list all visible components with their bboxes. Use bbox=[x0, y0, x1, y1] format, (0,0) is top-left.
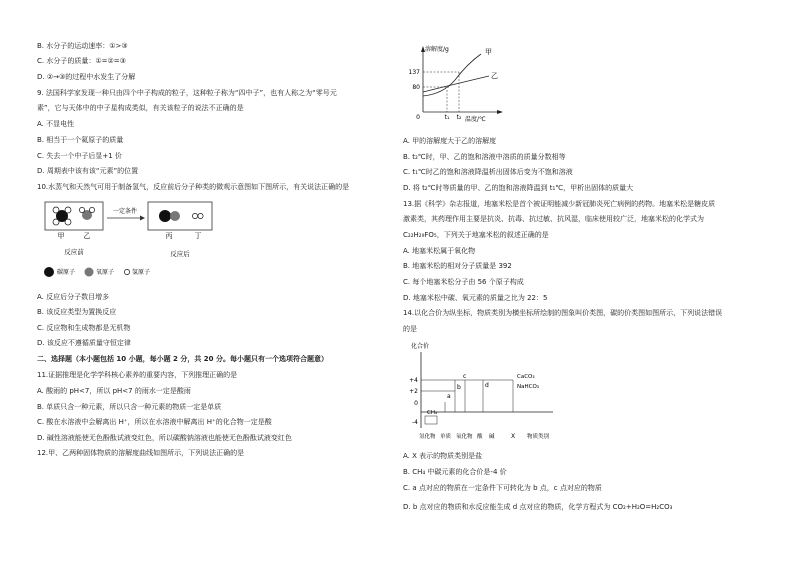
q14-option-a: A. X 表示的物质类别是盐 bbox=[403, 452, 483, 460]
q12-stem: 12.甲、乙两种固体物质的溶解度曲线如图所示，下列说法正确的是 bbox=[37, 449, 245, 457]
hydrogen-atom bbox=[89, 207, 94, 212]
q13-option-c: C. 每个地塞米松分子由 56 个原子构成 bbox=[403, 278, 524, 286]
q10-option-a: A. 反应后分子数目增多 bbox=[37, 293, 110, 301]
q13-option-d: D. 地塞米松中碳、氧元素的质量之比为 22：5 bbox=[403, 294, 548, 302]
x-cat-base: 碱 bbox=[489, 434, 495, 440]
q8-option-d: D. ②→③的过程中水发生了分解 bbox=[37, 73, 136, 81]
ch4-label: CH₄ bbox=[427, 410, 438, 416]
y-tick-137: 137 bbox=[408, 69, 420, 76]
point-a: a bbox=[447, 393, 451, 400]
x-cat-hydride: 氢化物 bbox=[419, 434, 436, 440]
q14-option-c: C. a 点对应的物质在一定条件下可转化为 b 点，c 点对应的物质 bbox=[403, 484, 602, 492]
series-label-yi: 乙 bbox=[491, 72, 498, 80]
section-two-heading: 二、选择题（本小题包括 10 小题，每小题 2 分，共 20 分。每小题只有一个选项符合题意） bbox=[37, 355, 328, 363]
q13-option-b: B. 地塞米松的相对分子质量是 392 bbox=[403, 262, 512, 270]
q13-stem-line1: 13.据《科学》杂志报道，地塞米松是首个被证明能减少新冠肺炎死亡病例的药物。地塞米松是糖皮质 bbox=[403, 200, 716, 208]
valence-y-label-text: 化合价 bbox=[411, 343, 430, 350]
q12-option-a: A. 甲的溶解度大于乙的溶解度 bbox=[403, 137, 497, 145]
y-axis-label: 溶解度/g bbox=[425, 46, 449, 53]
nahco3-label: NaHCO₃ bbox=[517, 384, 539, 390]
legend-carbon-label: 碳原子 bbox=[57, 269, 76, 276]
q14-option-d: D. b 点对应的物质和水反应能生成 d 点对应的物质，化学方程式为 CO₂+H₂O=H₂CO₃ bbox=[403, 503, 673, 511]
q11-option-c: C. 酸在水溶液中会解离出 H⁺，所以在水溶液中解离出 H⁺的化合物一定是酸 bbox=[37, 418, 272, 426]
label-ding: 丁 bbox=[194, 232, 202, 240]
valence-x-label: 物质类别 bbox=[527, 434, 550, 440]
x-cat-oxide: 氧化物 bbox=[456, 434, 473, 440]
q9-option-d: D. 周期表中该有该“元素”的位置 bbox=[37, 167, 139, 175]
hydrogen-atom bbox=[79, 207, 84, 212]
reactant-box bbox=[45, 202, 103, 230]
legend-hydrogen-label: 氢原子 bbox=[132, 269, 151, 276]
legend-carbon-icon bbox=[44, 267, 54, 277]
q9-option-a: A. 不显电性 bbox=[37, 120, 75, 128]
q10-option-d: D. 该反应不遵循质量守恒定律 bbox=[37, 339, 131, 347]
y-tick-minus4: -4 bbox=[412, 419, 418, 426]
q11-option-a: A. 酸雨的 pH<7，所以 pH<7 的雨水一定是酸雨 bbox=[37, 387, 191, 395]
reaction-diagram bbox=[37, 196, 237, 288]
q11-option-b: B. 单质只含一种元素，所以只含一种元素的物质一定是单质 bbox=[37, 403, 222, 411]
before-label: 反应前 bbox=[64, 248, 84, 256]
ch4-box bbox=[425, 416, 437, 424]
hydrogen-atom bbox=[65, 207, 71, 213]
hydrogen-atom bbox=[53, 207, 59, 213]
x-axis-label: 温度/℃ bbox=[465, 116, 486, 123]
q11-stem: 11.证据推理是化学学科核心素养的重要内容，下列推理正确的是 bbox=[37, 371, 238, 379]
label-jia: 甲 bbox=[57, 232, 65, 240]
q9-stem-line2: 素”，它与天体中的中子星构成类似，有关该粒子的说法不正确的是 bbox=[37, 104, 244, 112]
caco3-label: CaCO₃ bbox=[517, 374, 535, 380]
q10-stem: 10.水蒸气和天然气可用于制备氢气，反应前后分子种类的微观示意图如下图所示，有关说法正确的是 bbox=[37, 183, 350, 191]
y-tick-plus2: +2 bbox=[409, 388, 418, 395]
y-tick-zero: 0 bbox=[414, 400, 418, 407]
q14-option-b: B. CH₄ 中碳元素的化合价是-4 价 bbox=[403, 468, 507, 476]
x-cat-acid: 酸 bbox=[477, 434, 483, 440]
q11-option-d: D. 碱性溶液能使无色酚酞试液变红色，所以碳酸钠溶液也能使无色酚酞试液变红色 bbox=[37, 434, 292, 442]
x-axis-arrow bbox=[497, 110, 503, 114]
q9-stem-line1: 9. 法国科学家发现一种只由四个中子构成的粒子，这种粒子称为“四中子”，也有人称之为“零号元 bbox=[37, 89, 337, 97]
x-cat-x: X bbox=[511, 433, 516, 440]
solubility-chart bbox=[403, 40, 513, 126]
q12-option-d: D. 将 t₂℃时等质量的甲、乙的饱和溶液降温到 t₁℃，甲析出固体的质量大 bbox=[403, 184, 634, 192]
legend-oxygen-label: 氧原子 bbox=[96, 269, 115, 276]
series-label-jia: 甲 bbox=[485, 48, 492, 56]
q12-option-c: C. t₁℃时乙的饱和溶液降温析出固体后变为不饱和溶液 bbox=[403, 168, 573, 176]
valence-chart bbox=[403, 338, 568, 444]
origin-label: 0 bbox=[416, 114, 420, 121]
q10-option-b: B. 该反应类型为置换反应 bbox=[37, 308, 117, 316]
after-label: 反应后 bbox=[170, 250, 190, 258]
x-tick-t1: t₁ bbox=[444, 114, 450, 121]
arrow-head bbox=[140, 216, 145, 221]
hydrogen-atom bbox=[198, 213, 203, 218]
q10-option-c: C. 反应物和生成物都是无机物 bbox=[37, 324, 131, 332]
x-cat-element: 单质 bbox=[440, 434, 452, 440]
q14-stem-line2: 的是 bbox=[403, 325, 417, 333]
label-bing: 丙 bbox=[165, 232, 173, 240]
point-c: c bbox=[463, 373, 467, 380]
hydrogen-atom bbox=[65, 219, 71, 225]
point-d: d bbox=[485, 382, 489, 389]
q9-option-c: C. 失去一个中子后显+1 价 bbox=[37, 152, 122, 160]
q13-stem-line2: 激素类，其药理作用主要是抗炎、抗毒、抗过敏、抗风湿，临床使用较广泛，地塞米松的化学式为 bbox=[403, 215, 704, 223]
valence-y-label bbox=[411, 342, 429, 350]
hydrogen-atom bbox=[192, 213, 197, 218]
label-yi: 乙 bbox=[83, 232, 91, 240]
legend-hydrogen-icon bbox=[124, 269, 129, 274]
q8-option-c: C. 水分子的质量：①=②=③ bbox=[37, 57, 126, 65]
x-tick-t2: t₂ bbox=[456, 114, 462, 121]
legend-oxygen-icon bbox=[85, 268, 94, 277]
q12-option-b: B. t₂℃时，甲、乙的饱和溶液中溶质的质量分数相等 bbox=[403, 153, 566, 161]
q9-option-b: B. 相当于一个氦原子的质量 bbox=[37, 136, 124, 144]
condition-label: 一定条件 bbox=[112, 208, 138, 215]
y-tick-80: 80 bbox=[412, 84, 420, 91]
oxygen-atom bbox=[170, 211, 180, 221]
hydrogen-atom bbox=[53, 219, 59, 225]
y-tick-plus4: +4 bbox=[409, 377, 418, 384]
point-b: b bbox=[457, 384, 461, 391]
q13-stem-line3: C₂₂H₂₉FO₅，下列关于地塞米松的叙述正确的是 bbox=[403, 231, 549, 239]
q8-option-b: B. 水分子的运动速率：①>③ bbox=[37, 42, 128, 50]
q14-stem-line1: 14.以化合价为纵坐标，物质类别为横坐标所绘制的图象叫价类图，碳的价类图如图所示，下列说法错误 bbox=[403, 309, 723, 317]
q13-option-a: A. 地塞米松属于氧化物 bbox=[403, 247, 476, 255]
carbon-atom bbox=[159, 210, 171, 222]
